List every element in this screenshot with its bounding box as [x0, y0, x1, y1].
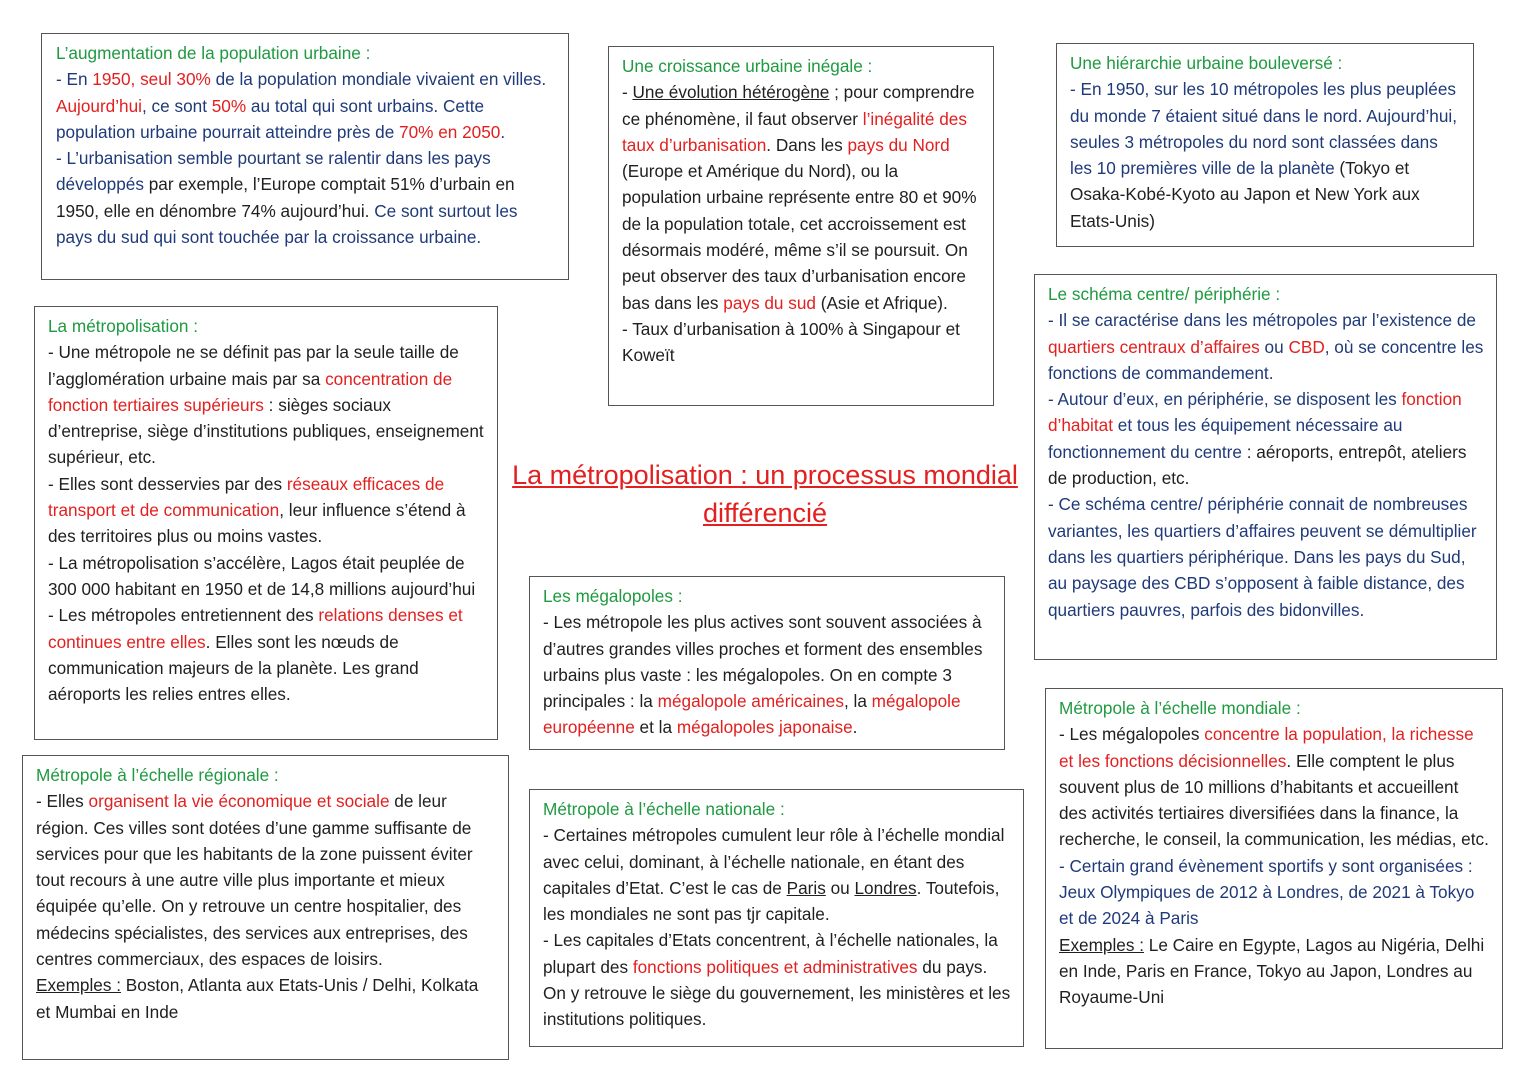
- card-echelle-mondiale: [1045, 688, 1503, 1049]
- card-paragraph: - Autour d’eux, en périphérie, se disposent les fonction d’habitat et tous les équipement nécessaire au fonctionnement du centre : aéroports, entrepôt, ateliers de production, etc.: [1048, 389, 1467, 489]
- title-line-1: La métropolisation : un processus mondial: [512, 460, 1018, 490]
- card-paragraph: - Certain grand évènement sportifs y sont organisées : Jeux Olympiques de 2012 à Londres, de 2021 à Tokyo et de 2024 à Paris: [1059, 855, 1475, 929]
- title-line-2: différencié: [702, 498, 828, 528]
- card-paragraph: - En 1950, sur les 10 métropoles les plus peuplées du monde 7 étaient situé dans le nord. Aujourd’hui, seules 3 métropoles du nord sont classées dans les 10 premières ville de la planète (Tokyo et Osaka-Kobé-Kyoto au Japon et New York aux Etats-Unis): [1070, 79, 1457, 231]
- card-heading: Une hiérarchie urbaine bouleversé :: [1070, 53, 1343, 73]
- card-paragraph: - Il se caractérise dans les métropoles par l’existence de quartiers centraux d’affaires ou CBD, où se concentre les fonctions de commandement.: [1048, 310, 1484, 383]
- card-paragraph: Exemples : Le Caire en Egypte, Lagos au Nigéria, Delhi en Inde, Paris en France, Tokyo au Japon, Londres au Royaume-Uni: [1059, 934, 1485, 1008]
- card-paragraph: - Les métropole les plus actives sont souvent associées à d’autres grandes villes proches et forment des ensembles urbains plus vaste : les mégalopoles. On en compte 3 principales : la mégalopole américaines, la mégalopole européenne et la mégalopoles japonaise.: [543, 612, 983, 738]
- card-paragraph: - Une évolution hétérogène ; pour comprendre ce phénomène, il faut observer l’inégalité des taux d’urbanisation. Dans les pays du Nord (Europe et Amérique du Nord), ou la population urbaine représente entre 80 et 90% de la population totale, cet accroissement est désormais modéré, même s’il se poursuit. On peut observer des taux d’urbanisation encore bas dans les pays du sud (Asie et Afrique).: [622, 82, 977, 313]
- card-centre-peripherie: [1034, 274, 1497, 660]
- card-paragraph: - En 1950, seul 30% de la population mondiale vivaient en villes. Aujourd’hui, ce sont 50% au total qui sont urbains. Cette population urbaine pourrait atteindre près de 70% en 2050.: [56, 69, 547, 142]
- card-paragraph: - La métropolisation s’accélère, Lagos était peuplée de 300 000 habitant en 1950 et de 14,8 millions aujourd’hui: [48, 552, 476, 599]
- card-paragraph: - Taux d’urbanisation à 100% à Singapour et Koweït: [622, 318, 960, 366]
- card-echelle-nationale: [529, 789, 1024, 1047]
- card-heading: Métropole à l’échelle mondiale :: [1059, 698, 1301, 718]
- card-heading: La métropolisation :: [48, 316, 198, 336]
- card-croissance-inegale: [608, 46, 994, 406]
- card-heading: Le schéma centre/ périphérie :: [1048, 284, 1281, 304]
- card-paragraph: - L’urbanisation semble pourtant se ralentir dans les pays développés par exemple, l’Europe comptait 51% d’urbain en 1950, elle en dénombre 74% aujourd’hui. Ce sont surtout les pays du sud qui sont touchée par la croissance urbaine.: [56, 148, 518, 248]
- card-heading: Métropole à l’échelle nationale :: [543, 799, 785, 819]
- card-paragraph: - Elles organisent la vie économique et sociale de leur région. Ces villes sont dotées d’une gamme suffisante de services pour que les habitants de la zone puissent éviter tout recours à une autre ville plus importante et mieux équipée qu’elle. On y retrouve un centre hospitalier, des médecins spécialistes, des services aux entreprises, des centres commerciaux, des espaces de loisirs.: [36, 791, 473, 970]
- card-paragraph: - Une métropole ne se définit pas par la seule taille de l’agglomération urbaine mais par sa concentration de fonction tertiaires supérieurs : sièges sociaux d’entreprise, siège d’institutions publiques, enseignement supérieur, etc.: [48, 342, 484, 468]
- card-paragraph: - Certaines métropoles cumulent leur rôle à l’échelle mondial avec celui, dominant, à l’échelle nationale, en étant des capitales d’Etat. C’est le cas de Paris ou Londres. Toutefois, les mondiales ne sont pas tjr capitale.: [543, 825, 1005, 925]
- card-paragraph: - Elles sont desservies par des réseaux efficaces de transport et de communication, leur influence s’étend à des territoires plus ou moins vastes.: [48, 473, 466, 547]
- card-paragraph: - Ce schéma centre/ périphérie connait de nombreuses variantes, les quartiers d’affaires peuvent se démultiplier dans les quartiers périphérique. Dans les pays du Sud, au paysage des CBD s’opposent à faible distance, des quartiers pauvres, parfois des bidonvilles.: [1048, 494, 1477, 620]
- card-hierarchie-urbaine: [1056, 43, 1474, 247]
- card-heading: Les mégalopoles :: [543, 586, 683, 606]
- card-paragraph: - Les métropoles entretiennent des relations denses et continues entre elles. Elles sont les nœuds de communication majeurs de la planète. Les grand aéroports les relies entres elles.: [48, 605, 463, 705]
- page-title: [505, 456, 1025, 532]
- card-heading: Une croissance urbaine inégale :: [622, 56, 873, 76]
- card-paragraph: - Les mégalopoles concentre la population, la richesse et les fonctions décisionnelles. Elle comptent le plus souvent plus de 10 millions d’habitants et accueillent des activités tertiaires diversifiées dans la finance, la recherche, le conseil, la communication, les médias, etc.: [1059, 724, 1489, 850]
- card-megalopoles: [529, 576, 1005, 750]
- card-paragraph: Exemples : Boston, Atlanta aux Etats-Unis / Delhi, Kolkata et Mumbai en Inde: [36, 975, 479, 1022]
- card-heading: L’augmentation de la population urbaine :: [56, 43, 371, 63]
- card-population-urbaine: [41, 33, 569, 280]
- card-metropolisation: [34, 306, 498, 740]
- card-echelle-regionale: [22, 755, 509, 1060]
- card-paragraph: - Les capitales d’Etats concentrent, à l’échelle nationales, la plupart des fonctions politiques et administratives du pays. On y retrouve le siège du gouvernement, les ministères et les institutions politiques.: [543, 930, 1011, 1030]
- card-heading: Métropole à l’échelle régionale :: [36, 765, 279, 785]
